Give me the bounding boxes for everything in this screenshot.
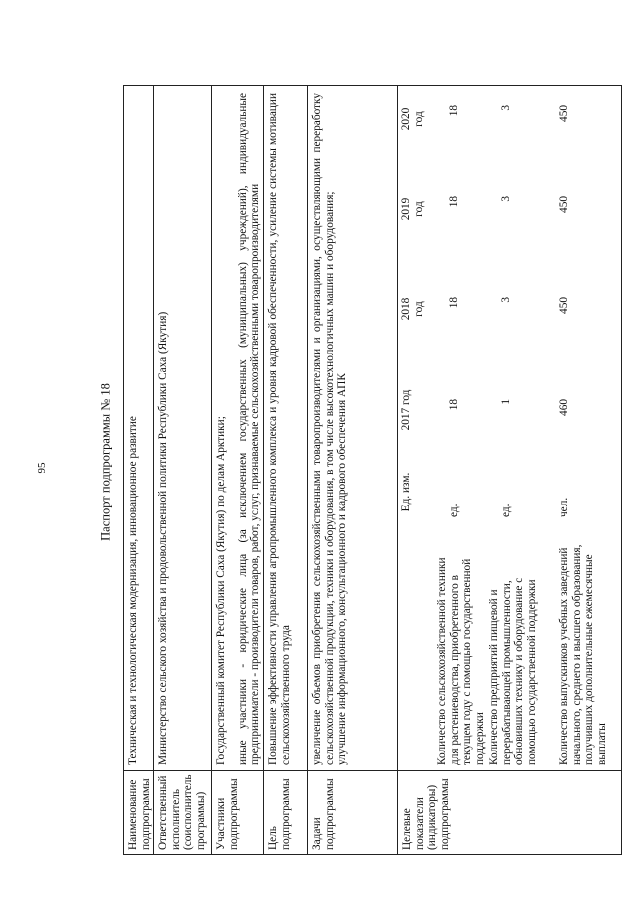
row-label-executor: Ответственный исполнитель (соисполнитель программы): [157, 774, 207, 850]
row-value-executor: Министерство сельского хозяйства и продовольственной политики Республики Саха (Якутия): [157, 311, 169, 765]
row-value-participants: [215, 93, 262, 765]
indicators-header-2017: 2017 год: [400, 389, 412, 431]
indicator-value: 18: [448, 196, 460, 208]
indicator-value: 450: [558, 196, 570, 213]
table-row-indicators: [397, 85, 622, 855]
indicator-value: 450: [558, 297, 570, 314]
indicator-unit: ед.: [500, 503, 512, 517]
table-row-goal: [263, 85, 308, 855]
row-label-name: Наименование подпрограммы: [127, 778, 152, 850]
row-label-participants: Участники подпрограммы: [215, 778, 240, 850]
participants-item-1: Государственный комитет Республики Саха (Якутия) по делам Арктики;: [215, 416, 227, 765]
indicator-name: Количество предприятий пищевой и перерабатывающей промышленности, обновивших технику и оборудование с помощью государственной поддержки: [488, 577, 538, 765]
table-row-name: [123, 85, 154, 855]
page-number: 95: [36, 462, 48, 474]
indicator-name: Количество сельскохозяйственной техники для растениеводства, приобретенного в текущем году с помощью государственной поддержки: [436, 557, 486, 765]
table-row-tasks: [307, 85, 398, 855]
indicators-header-unit: Ед. изм.: [400, 472, 412, 512]
participants-item-2: иные участники - юридические лица (за исключением государственных (муниципальных) учреждений), индивидуальные предприниматели - производители товаров, работ, услуг, признаваемые сельскохозяйственными товаропроизводителями: [236, 93, 261, 765]
row-value-name: Техническая и технологическая модернизация, инновационное развитие: [127, 416, 139, 765]
row-label-tasks: Задачи подпрограммы: [311, 778, 336, 850]
row-label-indicators: Целевые показатели (индикаторы) подпрограммы: [401, 778, 451, 850]
indicator-value: 450: [558, 105, 570, 122]
indicator-value: 18: [448, 399, 460, 411]
indicator-value: 18: [448, 297, 460, 309]
indicator-name: Количество выпускников учебных заведений начального, среднего и высшего образования, получивших дополнительные ежемесячные выплаты: [558, 544, 608, 765]
indicator-unit: ед.: [448, 503, 460, 517]
row-value-goal: Повышение эффективности управления агропромышленного комплекса и уровня кадровой обеспеченности, усиление системы мотивации сельскохозяйственного труда: [267, 93, 292, 765]
table-row-participants: [211, 85, 264, 855]
indicator-value: 18: [448, 105, 460, 117]
table-row-executor: [153, 85, 212, 855]
indicator-value: 3: [500, 297, 512, 303]
indicators-header-2018: 2018 год: [400, 297, 425, 321]
indicator-value: 1: [500, 399, 512, 405]
row-value-tasks: [311, 93, 349, 765]
tasks-item-2: улучшение информационного, консультационного и кадрового обеспечения АПК: [336, 373, 348, 765]
indicators-header-2020: 2020 год: [400, 107, 425, 131]
indicator-value: 460: [558, 399, 570, 416]
indicator-value: 3: [500, 105, 512, 111]
row-label-goal: Цель подпрограммы: [267, 778, 292, 850]
document-title: Паспорт подпрограммы № 18: [98, 383, 113, 541]
indicators-table: [398, 93, 621, 765]
indicators-header-2019: 2019 год: [400, 197, 425, 221]
tasks-item-1: увеличение объемов приобретения сельскохозяйственными товаропроизводителями и организациями, осуществляющими переработку сельскохозяйственной продукции, техники и оборудования, в том числе высокотехнологичных машин и оборудования;: [311, 93, 336, 765]
indicator-unit: чел.: [558, 497, 570, 517]
indicator-value: 3: [500, 196, 512, 202]
passport-table: [123, 85, 621, 855]
